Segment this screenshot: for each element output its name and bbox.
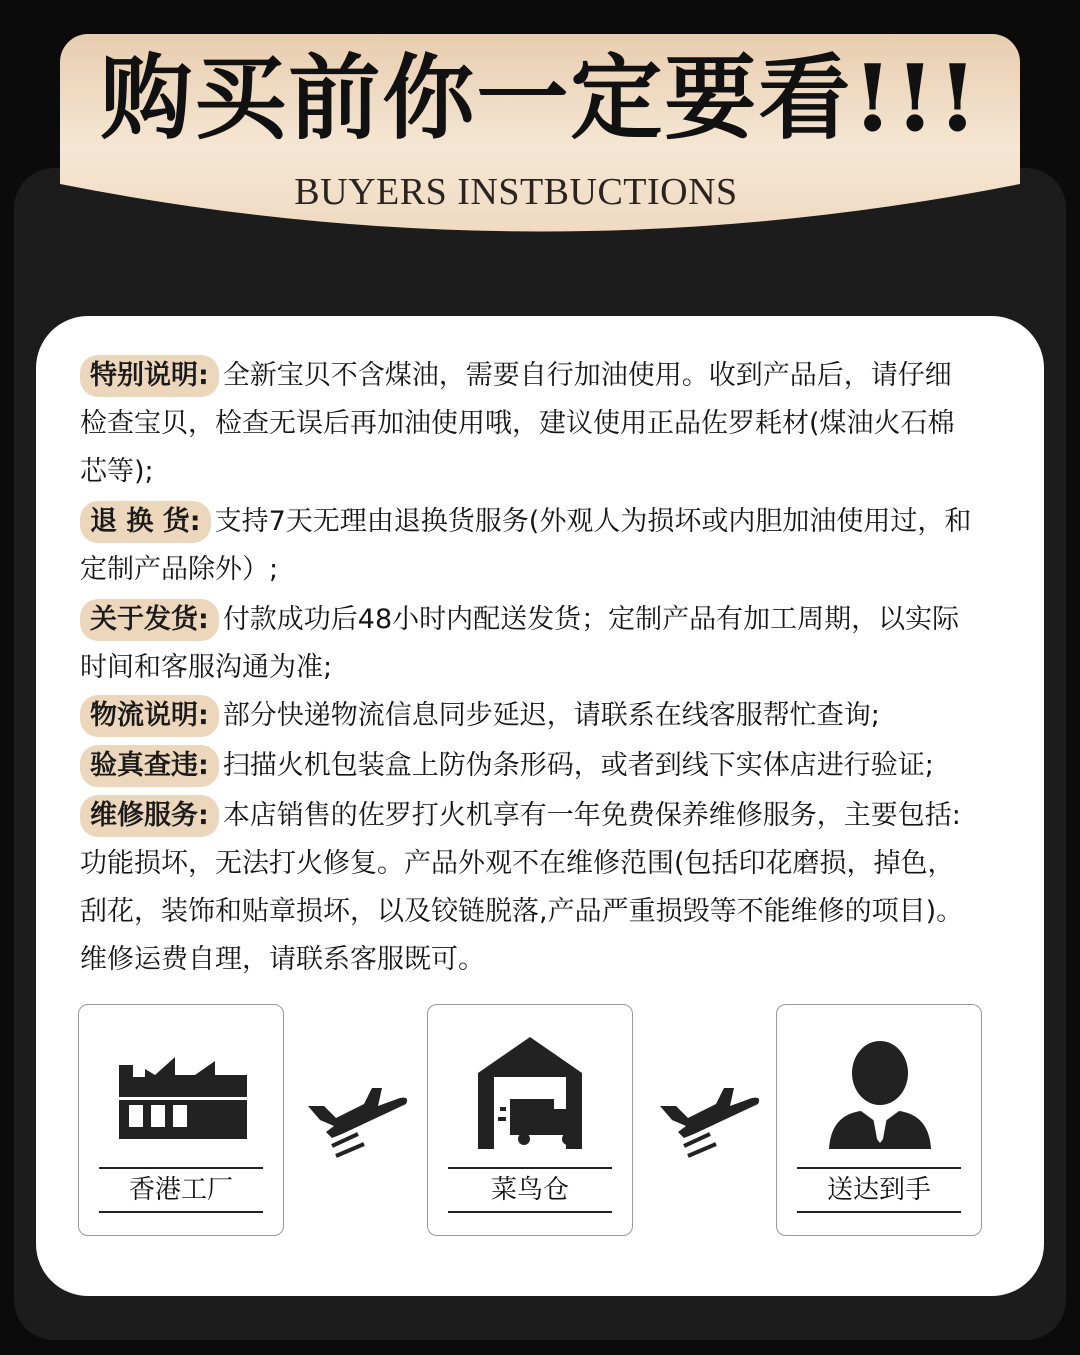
section-tag: 验真查违: — [80, 745, 219, 787]
section-line: 付款成功后48小时内配送发货；定制产品有加工周期，以实际 — [222, 604, 960, 635]
section-shipping — [80, 596, 1000, 692]
flow-step-warehouse — [427, 1004, 633, 1236]
page-subtitle: BUYERS INSTBUCTIONS — [294, 171, 738, 213]
section-tag: 维修服务: — [80, 795, 219, 837]
section-logistics — [80, 692, 1000, 740]
section-line: 刮花，装饰和贴章损坏，以及铰链脱落,产品严重损毁等不能维修的项目)。 — [80, 896, 964, 927]
section-line: 维修运费自理，请联系客服既可。 — [80, 944, 485, 975]
step-label: 香港工厂 — [99, 1167, 263, 1213]
section-tag: 特别说明: — [80, 355, 219, 397]
step-label: 菜鸟仓 — [448, 1167, 612, 1213]
section-line: 支持7天无理由退换货服务(外观人为损坏或内胆加油使用过，和 — [214, 506, 972, 537]
flow-step-factory — [78, 1004, 284, 1236]
airplane-icon — [654, 1082, 764, 1162]
flow-step-delivered — [776, 1004, 982, 1236]
section-line: 时间和客服沟通为准; — [80, 652, 333, 683]
factory-icon — [115, 1047, 255, 1147]
section-line: 检查宝贝，检查无误后再加油使用哦，建议使用正品佐罗耗材(煤油火石棉 — [80, 408, 955, 439]
section-tag: 关于发货: — [80, 599, 219, 641]
section-tag: 退 换 货: — [80, 501, 211, 543]
section-line: 本店销售的佐罗打火机享有一年免费保养维修服务，主要包括: — [222, 800, 961, 831]
section-line: 扫描火机包装盒上防伪条形码，或者到线下实体店进行验证; — [222, 750, 934, 781]
customer-icon — [825, 1041, 935, 1151]
warehouse-truck-icon — [470, 1033, 590, 1153]
section-line: 部分快递物流信息同步延迟，请联系在线客服帮忙查询; — [222, 700, 880, 731]
section-line: 功能损坏，无法打火修复。产品外观不在维修范围(包括印花磨损，掉色， — [80, 848, 955, 879]
step-label: 送达到手 — [797, 1167, 961, 1213]
section-authenticity — [80, 742, 1000, 790]
airplane-icon — [302, 1082, 412, 1162]
section-line: 全新宝贝不含煤油，需要自行加油使用。收到产品后，请仔细 — [222, 360, 952, 391]
page-title: 购买前你一定要看!!! — [100, 44, 980, 152]
section-tag: 物流说明: — [80, 695, 219, 737]
section-repair — [80, 792, 1000, 984]
section-returns — [80, 498, 1000, 594]
section-line: 芯等); — [80, 456, 154, 487]
section-line: 定制产品除外）; — [80, 554, 279, 585]
section-special-note — [80, 352, 1000, 496]
